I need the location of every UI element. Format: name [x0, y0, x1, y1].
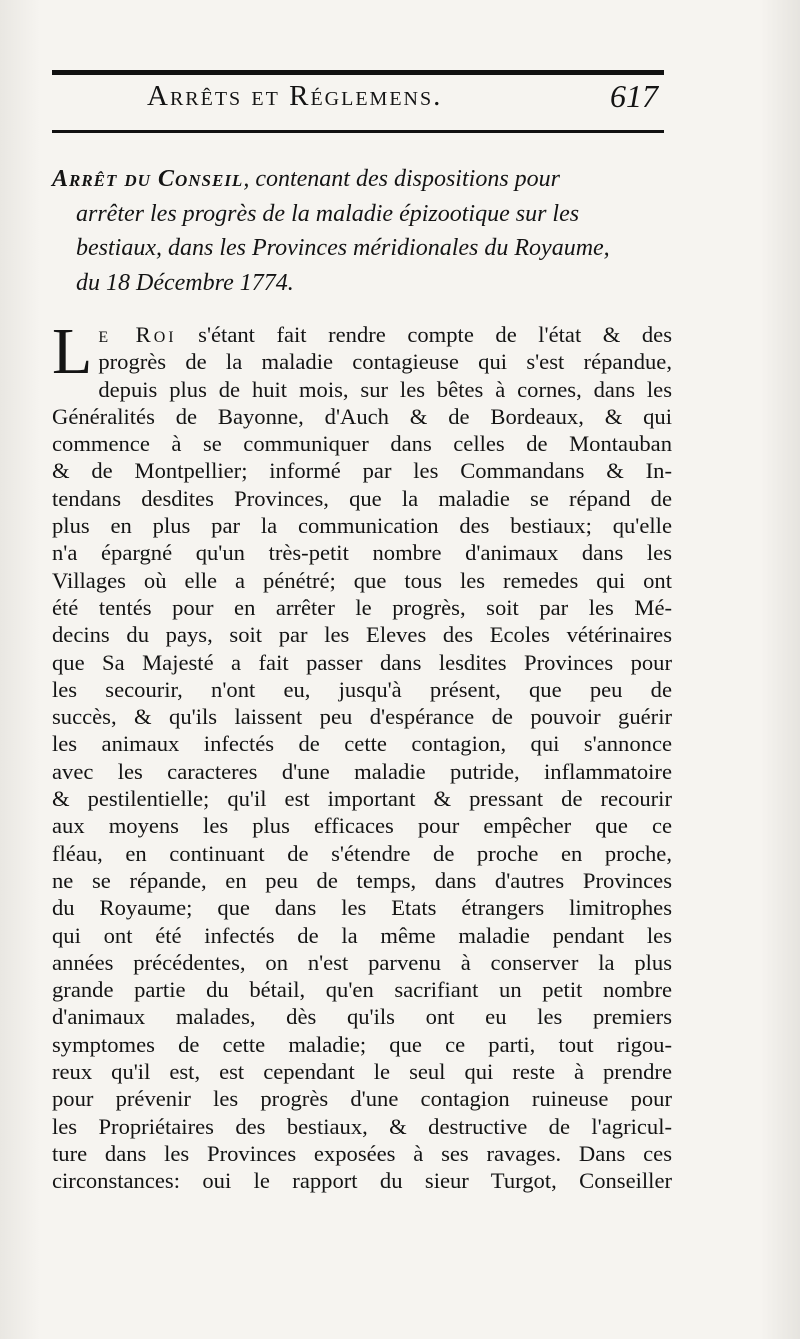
- body-line: succès, & qu'ils laissent peu d'espérance de pouvoir guérir: [52, 704, 672, 730]
- body-line: & pestilentielle; qu'il est important & pressant de recourir: [52, 786, 672, 812]
- body-line: Généralités de Bayonne, d'Auch & de Bordeaux, & qui: [52, 403, 672, 429]
- title-line-4: du 18 Décembre 1774.: [76, 269, 294, 296]
- body-line: e Roi s'étant fait rendre compte de l'état & des: [98, 322, 673, 347]
- body-line: ture dans les Provinces exposées à ses ravages. Dans ces: [52, 1140, 672, 1166]
- body-paragraph: [52, 315, 673, 1195]
- title-line-1: [52, 162, 670, 197]
- body-line: plus en plus par la communication des bestiaux; qu'elle: [52, 513, 672, 539]
- title-lead: Arrêt du Conseil: [52, 166, 244, 192]
- title-line-1-rest: , contenant des dispositions pour: [243, 166, 560, 192]
- body-line: depuis plus de huit mois, sur les bêtes à cornes, dans les: [98, 376, 672, 402]
- body-line: aux moyens les plus efficaces pour empêcher que ce: [52, 813, 672, 839]
- body-line: reux qu'il est, est cependant le seul qui reste à prendre: [52, 1059, 672, 1085]
- header-bottom-rule: [52, 130, 664, 133]
- body-line: grande partie du bétail, qu'en sacrifiant un petit nombre: [52, 977, 672, 1003]
- body-line: progrès de la maladie contagieuse qui s'est répandue,: [98, 349, 672, 375]
- body-line: tendans desdites Provinces, que la maladie se répand de: [52, 485, 672, 511]
- drop-cap: L: [52, 315, 93, 388]
- body-line: commence à se communiquer dans celles de Montauban: [52, 431, 672, 457]
- body-line: du Royaume; que dans les Etats étrangers limitrophes: [52, 895, 672, 921]
- body-line: années précédentes, on n'est parvenu à conserver la plus: [52, 949, 672, 975]
- title-line-2: arrêter les progrès de la maladie épizootique sur les: [76, 200, 580, 227]
- body-line: Villages où elle a pénétré; que tous les remedes qui ont: [52, 567, 672, 593]
- body-line: symptomes de cette maladie; que ce parti, tout rigou-: [52, 1031, 672, 1057]
- body-line: été tentés pour en arrêter le progrès, soit par les Mé-: [52, 594, 672, 620]
- decree-title: [52, 162, 670, 300]
- lead-in: e Roi: [98, 322, 177, 347]
- running-title: Arrêts et Réglemens.: [147, 80, 443, 112]
- header-top-rule: [52, 70, 664, 75]
- title-line-3: bestiaux, dans les Provinces méridionales du Royaume,: [76, 235, 610, 261]
- body-line: les animaux infectés de cette contagion, qui s'annonce: [52, 731, 672, 757]
- body-line: decins du pays, soit par les Eleves des Ecoles vétérinaires: [52, 622, 672, 648]
- body-line: circonstances: oui le rapport du sieur Turgot, Conseiller: [52, 1168, 672, 1194]
- body-line: qui ont été infectés de la même maladie pendant les: [52, 922, 672, 948]
- page-number: 617: [610, 78, 658, 114]
- running-head: [52, 76, 664, 126]
- body-line: n'a épargné qu'un très-petit nombre d'animaux dans les: [52, 540, 672, 566]
- body-line: fléau, en continuant de s'étendre de proche en proche,: [52, 840, 672, 866]
- body-line: pour prévenir les progrès d'une contagion ruineuse pour: [52, 1086, 672, 1112]
- body-line: les secourir, n'ont eu, jusqu'à présent, que peu de: [52, 676, 672, 702]
- body-line: que Sa Majesté a fait passer dans lesdites Provinces pour: [52, 649, 672, 675]
- body-line: avec les caracteres d'une maladie putride, inflammatoire: [52, 758, 672, 784]
- body-line: d'animaux malades, dès qu'ils ont eu les premiers: [52, 1004, 672, 1030]
- body-line: les Propriétaires des bestiaux, & destructive de l'agricul-: [52, 1113, 672, 1139]
- body-line: ne se répande, en peu de temps, dans d'autres Provinces: [52, 867, 672, 893]
- body-line: & de Montpellier; informé par les Commandans & In-: [52, 458, 672, 484]
